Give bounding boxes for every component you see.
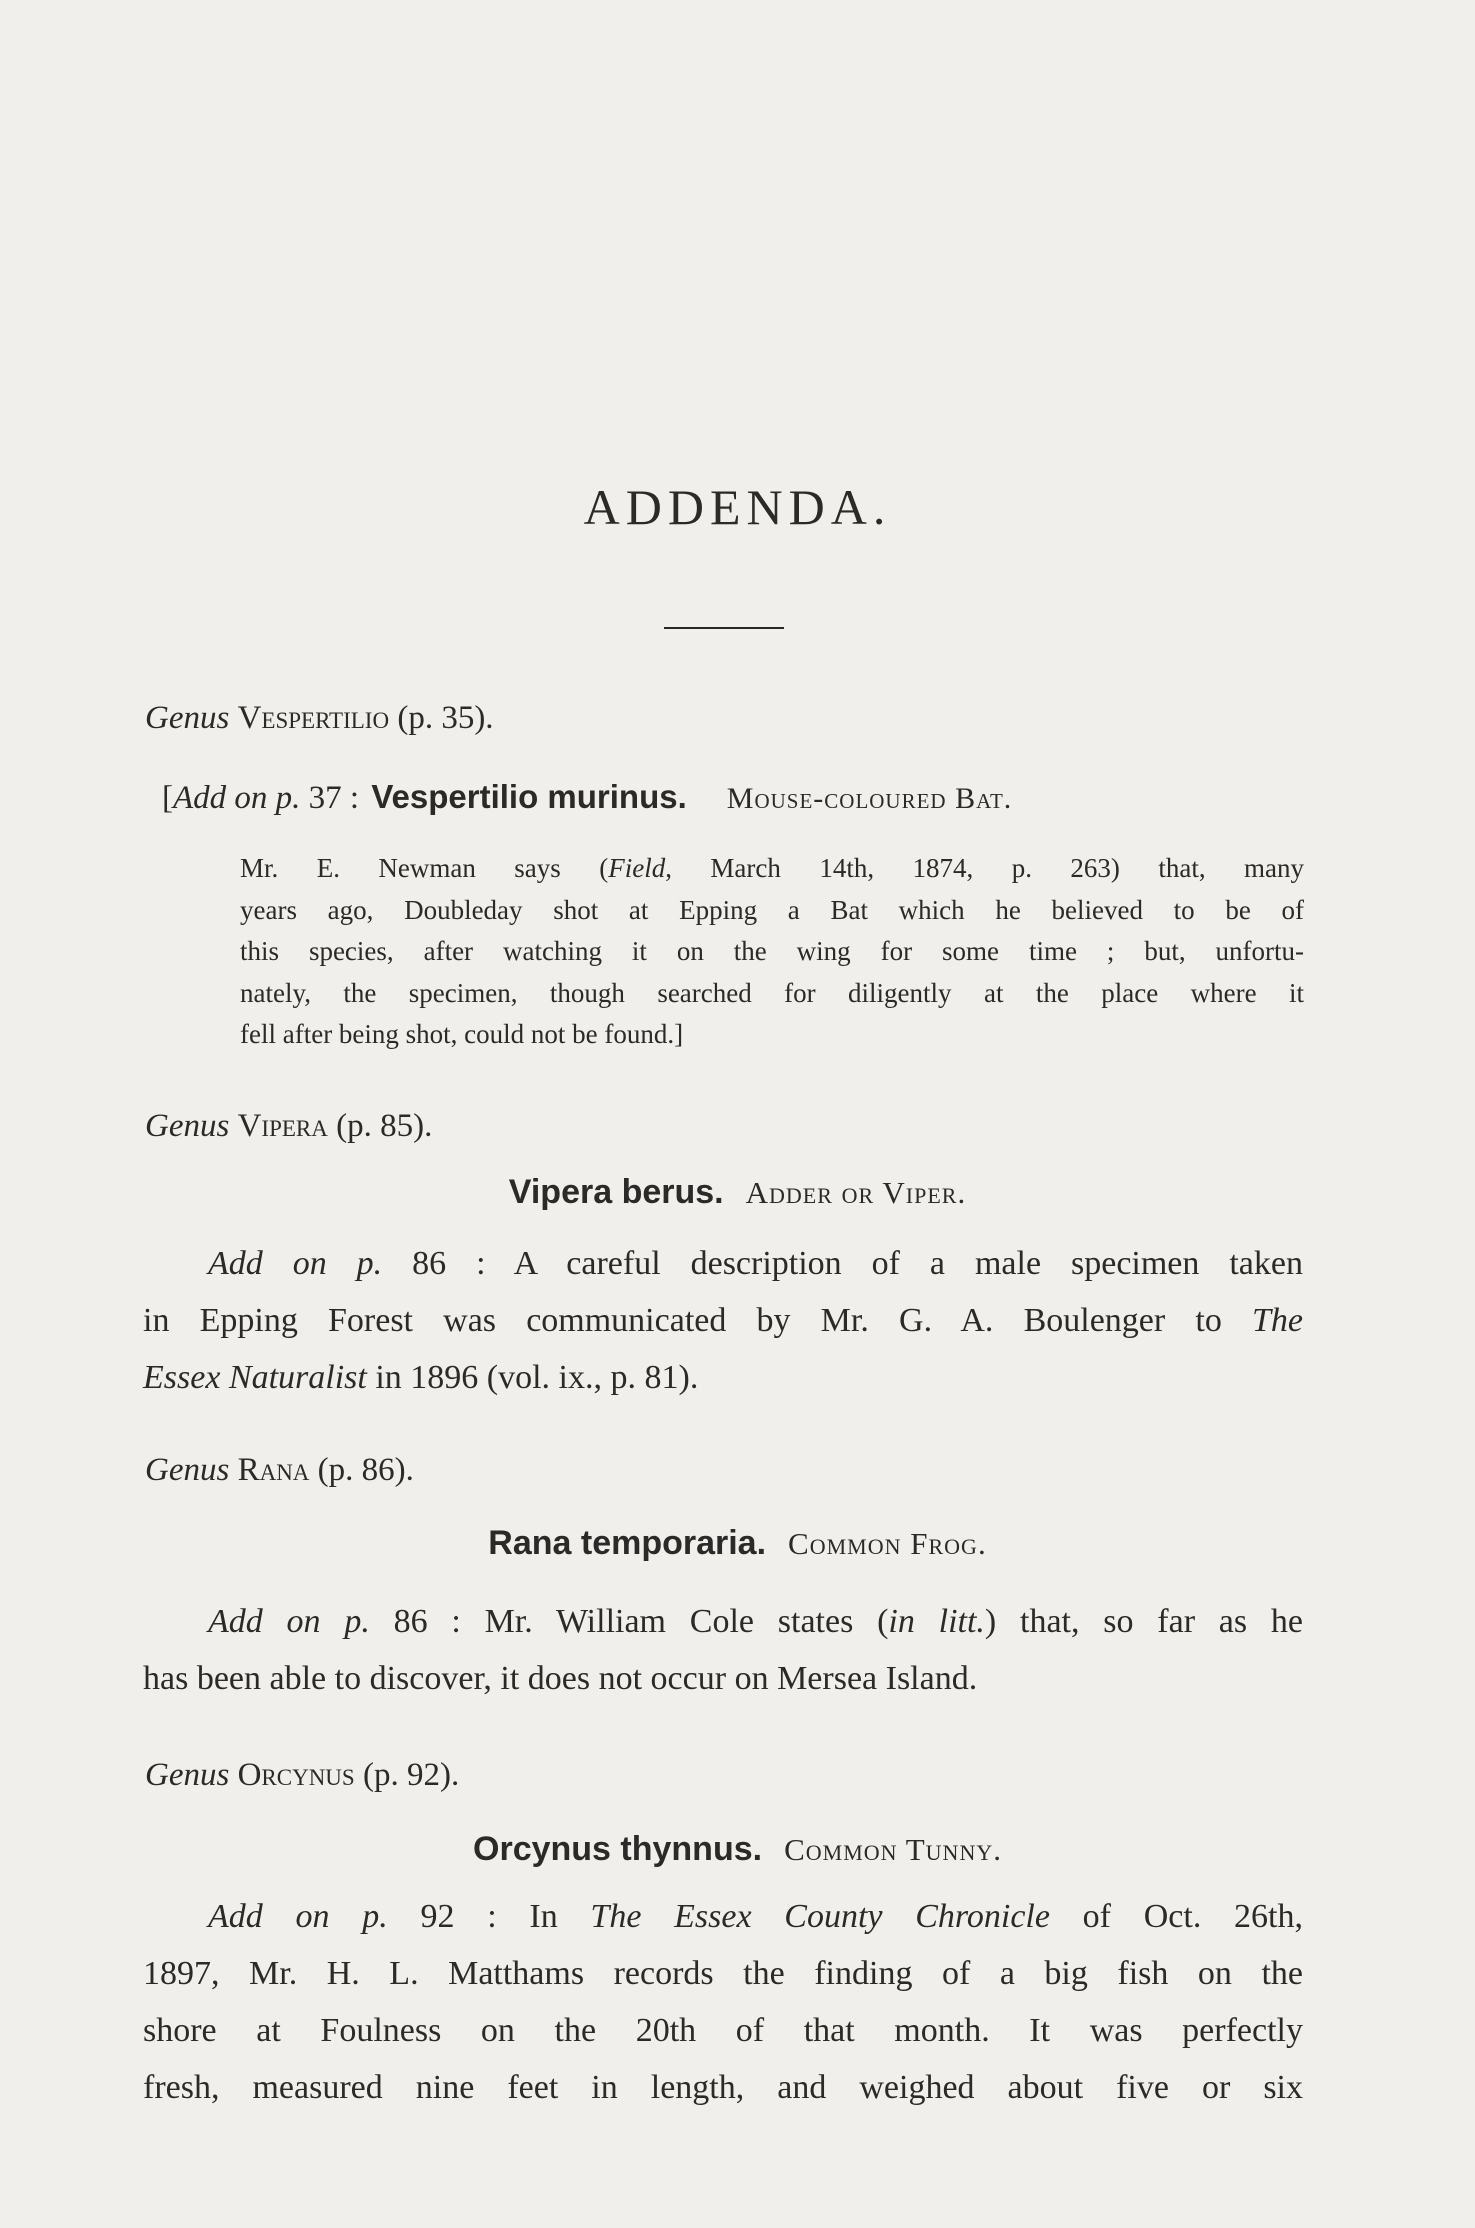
para-text: in Epping Forest was communicated by Mr. G. A. Boulenger to <box>143 1302 1222 1339</box>
para-line: has been able to discover, it does not occur on Mersea Island. <box>143 1660 978 1697</box>
page-title: ADDENDA. <box>583 479 892 535</box>
common-name: Adder or Viper. <box>745 1175 967 1210</box>
para-line: shore at Foulness on the 20th of that month. It was perfectly <box>143 2012 1303 2049</box>
add-label: Add on p. <box>208 1898 388 1935</box>
note-italic: Field <box>608 853 666 883</box>
para-italic: Essex Naturalist <box>143 1359 367 1396</box>
para-line: 1897, Mr. H. L. Matthams records the finding of a big fish on the <box>143 1955 1303 1992</box>
open-bracket: [ <box>162 780 173 816</box>
para-text: A careful description of a male specimen taken <box>485 1245 1303 1282</box>
add-page: 86 : <box>382 1245 486 1282</box>
genus-label: Genus <box>145 1757 230 1793</box>
para-text: ) that, so far as he <box>984 1603 1303 1640</box>
common-name: Mouse-coloured Bat. <box>726 782 1013 815</box>
species-name: Rana temporaria. <box>488 1524 767 1562</box>
add-label: Add on p. <box>208 1245 383 1282</box>
genus-label: Genus <box>145 1108 230 1144</box>
genus-ref: (p. 35). <box>397 700 494 736</box>
add-page: 86 : <box>369 1603 461 1640</box>
genus-ref: (p. 85). <box>336 1108 433 1144</box>
add-label: Add on p. <box>208 1603 370 1640</box>
note-line <box>240 848 1304 890</box>
para-line <box>143 1593 1303 1650</box>
common-name: Common Frog. <box>788 1526 987 1561</box>
common-name: Common Tunny. <box>784 1832 1002 1867</box>
genus-heading-rana <box>145 1452 414 1489</box>
para-text: Mr. William Cole states ( <box>460 1603 889 1640</box>
para-text: of Oct. 26th, <box>1049 1898 1303 1935</box>
para-italic: in litt. <box>888 1603 985 1640</box>
note-line: fell after being shot, could not be found.] <box>240 1019 684 1049</box>
para-line: fresh, measured nine feet in length, and weighed about five or six <box>143 2069 1303 2106</box>
para-line <box>143 1235 1303 1292</box>
species-name: Vipera berus. <box>508 1173 724 1211</box>
note-line: years ago, Doubleday shot at Epping a Bat which he believed to be of <box>240 894 1304 925</box>
note-line: this species, after watching it on the wing for some time ; but, unfortu- <box>240 936 1304 966</box>
title-rule <box>664 627 784 629</box>
paragraph-orcynus <box>143 1888 1303 2116</box>
note-line: nately, the specimen, though searched for diligently at the place where it <box>240 977 1304 1008</box>
para-italic: The <box>1252 1302 1304 1339</box>
para-italic: The Essex County Chronicle <box>590 1898 1050 1935</box>
species-name: Orcynus thynnus. <box>473 1830 763 1868</box>
species-heading-orcynus <box>0 1830 1475 1869</box>
para-line <box>143 1292 1303 1349</box>
para-line <box>143 1888 1303 1945</box>
genus-ref: (p. 86). <box>317 1452 414 1488</box>
para-text: in 1896 (vol. ix., p. 81). <box>366 1359 699 1396</box>
genus-ref: (p. 92). <box>362 1757 460 1793</box>
para-text: In <box>496 1898 591 1935</box>
add-page: 92 : <box>387 1898 497 1935</box>
genus-heading-vipera <box>145 1108 432 1145</box>
genus-name: Orcynus <box>237 1757 355 1793</box>
genus-label: Genus <box>145 1452 230 1488</box>
species-heading-vipera <box>0 1173 1475 1212</box>
genus-label: Genus <box>145 700 230 736</box>
genus-name: Vespertilio <box>237 700 390 736</box>
para-line <box>143 1349 1303 1406</box>
genus-heading-vespertilio <box>145 700 494 737</box>
paragraph-vipera <box>143 1235 1303 1406</box>
genus-name: Vipera <box>237 1108 328 1144</box>
note-text: , March 14th, 1874, p. 263) that, many <box>665 853 1304 883</box>
genus-name: Rana <box>237 1452 310 1488</box>
add-line-vespertilio <box>162 778 1012 817</box>
paragraph-rana <box>143 1593 1303 1707</box>
add-label: Add on p. <box>173 780 301 816</box>
note-text: Mr. E. Newman says ( <box>240 853 609 883</box>
genus-heading-orcynus <box>145 1757 459 1794</box>
species-name: Vespertilio murinus. <box>371 778 687 815</box>
note-vespertilio <box>240 848 1304 1056</box>
species-heading-rana <box>0 1524 1475 1563</box>
add-page: 37 : <box>300 780 368 816</box>
